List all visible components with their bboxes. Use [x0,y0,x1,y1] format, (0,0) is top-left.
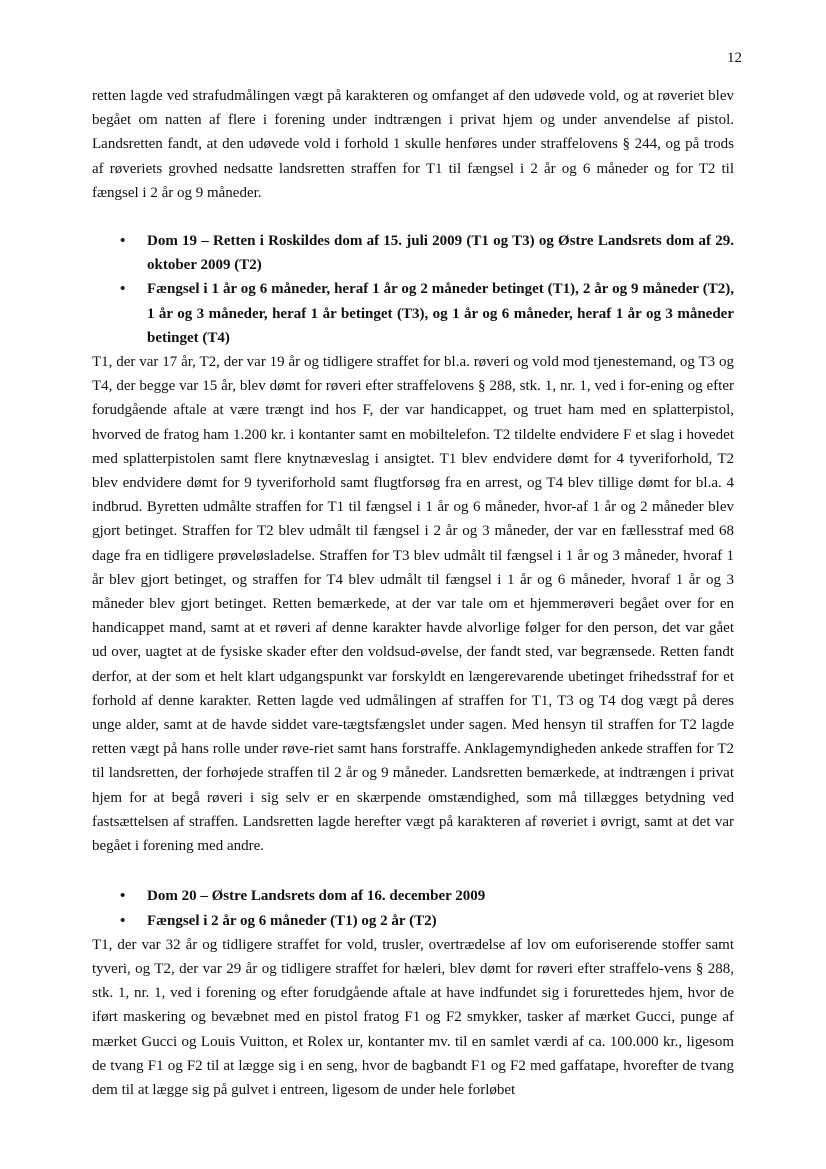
dom19-heading: Dom 19 – Retten i Roskildes dom af 15. juli 2009 (T1 og T3) og Østre Landsrets dom af 29. oktober 2009 (T2) [147,233,734,274]
paragraph-dom19: T1, der var 17 år, T2, der var 19 år og tidligere straffet for bl.a. røveri og vold mod tjenestemand, og T3 og T4, der begge var 15 år, blev dømt for røveri efter straffelovens § 288, stk. 1, nr. 1, ved i for-ening og efter forudgående aftale at være trængt ind hos F, der var handicappet, og truet ham med en splatterpistol, hvorved de fratog ham 1.200 kr. i kontanter samt en mobiltelefon. T2 tildelte endvidere F et slag i hovedet med splatterpistolen samt flere knytnæveslag i ansigtet. T1 blev endvidere dømt for 4 tyveriforhold, T2 blev endvidere dømt for 9 tyveriforhold samt flugtforsøg fra en arrest, og T4 blev tillige dømt for bl.a. 4 indbrud. Byretten udmålte straffen for T1 til fængsel i 1 år og 6 måneder, hvor-af 1 år og 2 måneder blev gjort betinget. Straffen for T2 blev udmålt til fængsel i 2 år og 3 måneder, der var en fællesstraf med 68 dage fra en tidligere prøveløsladelse. Straffen for T3 blev udmålt til fængsel i 1 år og 3 måneder, hvoraf 1 år blev gjort betinget, og straffen for T4 blev udmålt til fængsel i 1 år og 6 måneder, hvoraf 1 år og 3 måneder blev gjort betinget. Retten bemærkede, at der var tale om et hjemmerøveri begået over for en handicappet mand, samt at et røveri af denne karakter havde alvorlige følger for den person, det var gået ud over, uagtet at de fysiske skader efter den voldsud-øvelse, der fandt sted, var begrænsede. Retten fandt derfor, at der som et helt klart udgangspunkt var forskyldt en længerevarende ubetinget frihedsstraf for et forhold af denne karakter. Retten lagde ved udmålingen af straffen for T1, T3 og T4 dog vægt på deres unge alder, samt at de havde siddet vare-tægtsfængslet under sagen. Med hensyn til straffen for T2 lagde retten vægt på hans rolle under røve-riet samt hans forstraffe. Anklagemyndigheden ankede straffen for T2 til landsretten, der forhøjede straffen til 2 år og 9 måneder. Landsretten bemærkede, at indtrængen i privat hjem for at begå røveri i sig selv er en skærpende omstændighed, som må tillægges betydning ved fastsættelsen af straffen. Landsretten lagde herefter vægt på karakteren af røveriet i øvrigt, samt at det var begået i forening med andre. [92,354,734,855]
bullet-icon: • [120,912,126,929]
dom19-heading-bullet [92,229,734,277]
dom20-sentence: Fængsel i 2 år og 6 måneder (T1) og 2 år (T2) [147,912,437,929]
dom20-heading: Dom 20 – Østre Landsrets dom af 16. december 2009 [147,888,486,905]
bullet-icon: • [120,281,126,298]
bullet-icon: • [120,233,126,250]
dom20-heading-bullet [92,884,734,908]
paragraph-intro: retten lagde ved strafudmålingen vægt på karakteren og omfanget af den udøvede vold, og at røveriet blev begået om natten af flere i forening under indtrængen i privat hjem og under anvendelse af pistol. Landsretten fandt, at den udøvede vold i forhold 1 skulle henføres under straffelovens § 244, og på trods af røveriets grovhed nedsatte landsretten straffen for T1 til fængsel i 2 år og 6 måneder og for T2 til fængsel i 2 år og 9 måneder. [92,88,734,201]
dom19-summary-list [92,229,734,350]
paragraph-dom20: T1, der var 32 år og tidligere straffet for vold, trusler, overtrædelse af lov om euforiserende stoffer samt tyveri, og T2, der var 29 år og tidligere straffet for hæleri, blev dømt for røveri efter straffelo-vens § 288, stk. 1, nr. 1, ved i forening og efter forudgående aftale at have indfundet sig i forurettedes hjem, hvor de iført maskering og bevæbnet med en pistol fratog F1 og F2 smykker, tasker af mærket Gucci, punge af mærket Gucci og Louis Vuitton, et Rolex ur, kontanter mv. til en samlet værdi af ca. 100.000 kr., ligesom de tvang F1 og F2 til at lægge sig i en seng, hvor de bagbandt F1 og F2 med gaffatape, hvorefter de tvang dem til at lægge sig på gulvet i entreen, ligesom de under hele forløbet [92,936,734,1098]
dom20-summary-list [92,884,734,932]
page-number: 12 [727,50,742,66]
dom19-sentence-bullet [92,277,734,350]
dom19-sentence: Fængsel i 1 år og 6 måneder, heraf 1 år og 2 måneder betinget (T1), 2 år og 9 måneder (T2), 1 år og 3 måneder, heraf 1 år betinget (T3), og 1 år og 6 måneder, heraf 1 år og 3 måneder betinget (T4) [147,281,734,346]
bullet-icon: • [120,888,126,905]
dom20-sentence-bullet [92,909,734,933]
document-body [92,84,734,1102]
